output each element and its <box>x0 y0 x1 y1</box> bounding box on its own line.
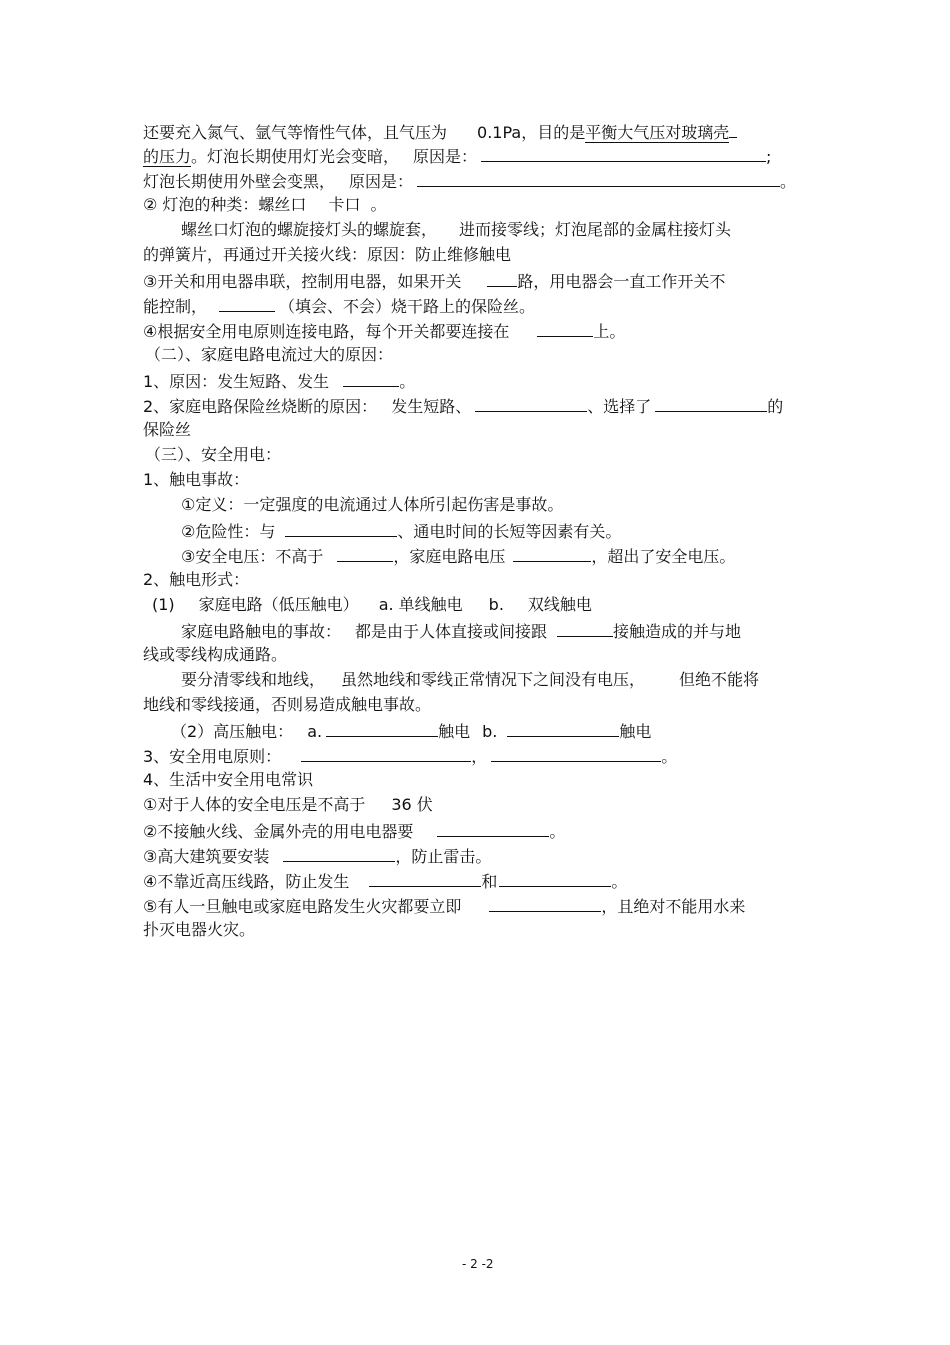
text: a. 单线触电 <box>378 595 463 614</box>
text: 3、安全用电原则： <box>143 747 282 766</box>
text: b. <box>488 595 504 614</box>
text-line <box>143 920 255 942</box>
answer-blank[interactable] <box>326 720 438 737</box>
underlined-text: 平衡大气压对玻璃壳 <box>585 123 730 142</box>
answer-blank[interactable] <box>283 845 395 862</box>
text: ，目的是 <box>521 123 586 142</box>
text-line <box>143 895 745 917</box>
answer-blank[interactable] <box>475 395 587 412</box>
text: 进而接零线；灯泡尾部的金属柱接灯头 <box>459 220 732 239</box>
answer-blank[interactable] <box>337 545 393 562</box>
text: 路，用电器会一直工作开关不 <box>517 272 726 291</box>
text: 家庭电路（低压触电） <box>198 595 359 614</box>
text-line <box>143 420 191 442</box>
text-line <box>143 695 431 717</box>
text: (1) <box>152 595 175 614</box>
text: 的 <box>767 397 784 416</box>
text-line <box>143 820 565 842</box>
text: 。 <box>370 195 387 214</box>
answer-blank[interactable] <box>487 270 517 287</box>
text: ②危险性：与 <box>181 522 276 541</box>
answer-blank[interactable] <box>417 170 780 187</box>
text: ③高大建筑要安装 <box>143 847 270 866</box>
text: （2）高压触电： <box>171 722 294 741</box>
text: 地线和零线接通，否则易造成触电事故。 <box>143 695 432 714</box>
text-line <box>143 145 771 167</box>
text: 。 <box>611 872 628 891</box>
text-line <box>143 270 725 292</box>
page-number: - 2 -2 <box>462 1257 494 1271</box>
answer-blank[interactable] <box>285 520 397 537</box>
text-line <box>143 195 386 217</box>
text-line <box>143 395 783 417</box>
text: 但绝不能将 <box>679 670 760 689</box>
text: 0.1Pa <box>477 123 522 142</box>
section-heading <box>145 445 281 467</box>
text: ③安全电压：不高于 <box>181 547 324 566</box>
text: ④根据安全用电原则连接电路，每个开关都要连接在 <box>143 322 510 341</box>
text-line <box>143 120 737 142</box>
text: 线或零线构成通路。 <box>143 645 288 664</box>
text: 螺丝口灯泡的螺旋接灯头的螺旋套， <box>181 220 438 239</box>
text: 。 <box>780 172 797 191</box>
text-line <box>143 845 491 867</box>
text: 36 伏 <box>391 795 433 814</box>
text: ，且绝对不能用水来 <box>601 897 746 916</box>
text: 能控制， <box>143 297 208 316</box>
text: 双线触电 <box>527 595 592 614</box>
text-line <box>143 795 433 817</box>
text: ①定义：一定强度的电流通过人体所引起伤害是事故。 <box>181 495 564 514</box>
text: ⑤有人一旦触电或家庭电路发生火灾都要立即 <box>143 897 462 916</box>
text: ② 灯泡的种类：螺丝口 <box>143 195 307 214</box>
text: ， <box>471 747 488 766</box>
text-line <box>143 295 535 317</box>
text: 。灯泡长期使用灯光会变暗， <box>191 147 400 166</box>
text: 都是由于人体直接或间接跟 <box>355 622 548 641</box>
text: 灯泡长期使用外壁会变黑， <box>143 172 336 191</box>
answer-blank[interactable] <box>513 545 591 562</box>
text: 2、触电形式： <box>143 570 250 589</box>
text: 接触造成的并与地 <box>613 622 742 641</box>
answer-blank[interactable] <box>481 145 766 162</box>
text: 、选择了 <box>587 397 652 416</box>
answer-blank[interactable] <box>491 745 661 762</box>
text-line <box>181 670 759 692</box>
text: ②不接触火线、金属外壳的用电电器要 <box>143 822 414 841</box>
text: 卡口 <box>328 195 361 214</box>
text: 要分清零线和地线， <box>181 670 326 689</box>
text: ③开关和用电器串联，控制用电器，如果开关 <box>143 272 462 291</box>
text: ，超出了安全电压。 <box>591 547 736 566</box>
text-line <box>171 720 651 742</box>
text: （三）、安全用电： <box>145 445 282 464</box>
text-line <box>181 545 735 567</box>
text: 触电 <box>438 722 471 741</box>
text: b. <box>482 722 498 741</box>
text-line <box>143 645 287 667</box>
text: （二）、家庭电路电流过大的原因： <box>145 345 394 364</box>
text: （填会、不会）烧干路上的保险丝。 <box>279 297 536 316</box>
answer-blank[interactable] <box>343 370 399 387</box>
text: 的弹簧片，再通过开关接火线：原因：防止维修触电 <box>143 245 512 264</box>
answer-blank[interactable] <box>507 720 619 737</box>
text-line <box>143 770 313 792</box>
text: ; <box>766 147 772 166</box>
text: 原因是： <box>349 172 414 191</box>
answer-blank[interactable] <box>301 745 471 762</box>
text-line <box>181 620 741 642</box>
text: ，防止雷击。 <box>395 847 492 866</box>
text: 发生短路、 <box>391 397 472 416</box>
text: 保险丝 <box>143 420 192 439</box>
text: 虽然地线和零线正常情况下之间没有电压， <box>341 670 646 689</box>
text: ①对于人体的安全电压是不高于 <box>143 795 366 814</box>
text: 。 <box>399 372 416 391</box>
answer-blank[interactable] <box>537 320 593 337</box>
text-line <box>152 595 592 617</box>
text: ④不靠近高压线路，防止发生 <box>143 872 350 891</box>
text: 4、生活中安全用电常识 <box>143 770 314 789</box>
underlined-text: 的压力 <box>143 147 192 166</box>
text: 和 <box>481 872 498 891</box>
answer-blank[interactable] <box>219 295 275 312</box>
section-heading <box>145 345 393 367</box>
text-line <box>181 495 563 517</box>
text-line <box>181 220 731 242</box>
answer-blank[interactable] <box>437 820 549 837</box>
text-line <box>143 320 625 342</box>
text-line <box>143 570 249 592</box>
text: 家庭电路触电的事故： <box>181 622 342 641</box>
answer-blank[interactable] <box>369 870 481 887</box>
text: 1、触电事故： <box>143 470 250 489</box>
text: 触电 <box>619 722 652 741</box>
text: 1、原因：发生短路、发生 <box>143 372 330 391</box>
text: a. <box>307 722 323 741</box>
text-line <box>143 470 249 492</box>
text: 上。 <box>593 322 626 341</box>
answer-blank[interactable] <box>489 895 601 912</box>
text-line <box>143 370 415 392</box>
text: 、通电时间的长短等因素有关。 <box>397 522 622 541</box>
text: 2、家庭电路保险丝烧断的原因： <box>143 397 378 416</box>
text-line <box>143 870 627 892</box>
text: 。 <box>549 822 566 841</box>
text: 原因是： <box>413 147 478 166</box>
answer-blank[interactable] <box>557 620 613 637</box>
text-line <box>181 520 621 542</box>
text-line <box>143 745 677 767</box>
answer-blank[interactable] <box>499 870 611 887</box>
text: 扑灭电器火灾。 <box>143 920 256 939</box>
text: 。 <box>661 747 678 766</box>
text: 还要充入氮气、氩气等惰性气体，且气压为 <box>143 123 448 142</box>
answer-blank[interactable] <box>655 395 767 412</box>
text: ，家庭电路电压 <box>393 547 506 566</box>
text-line <box>143 170 796 192</box>
text-line <box>143 245 511 267</box>
